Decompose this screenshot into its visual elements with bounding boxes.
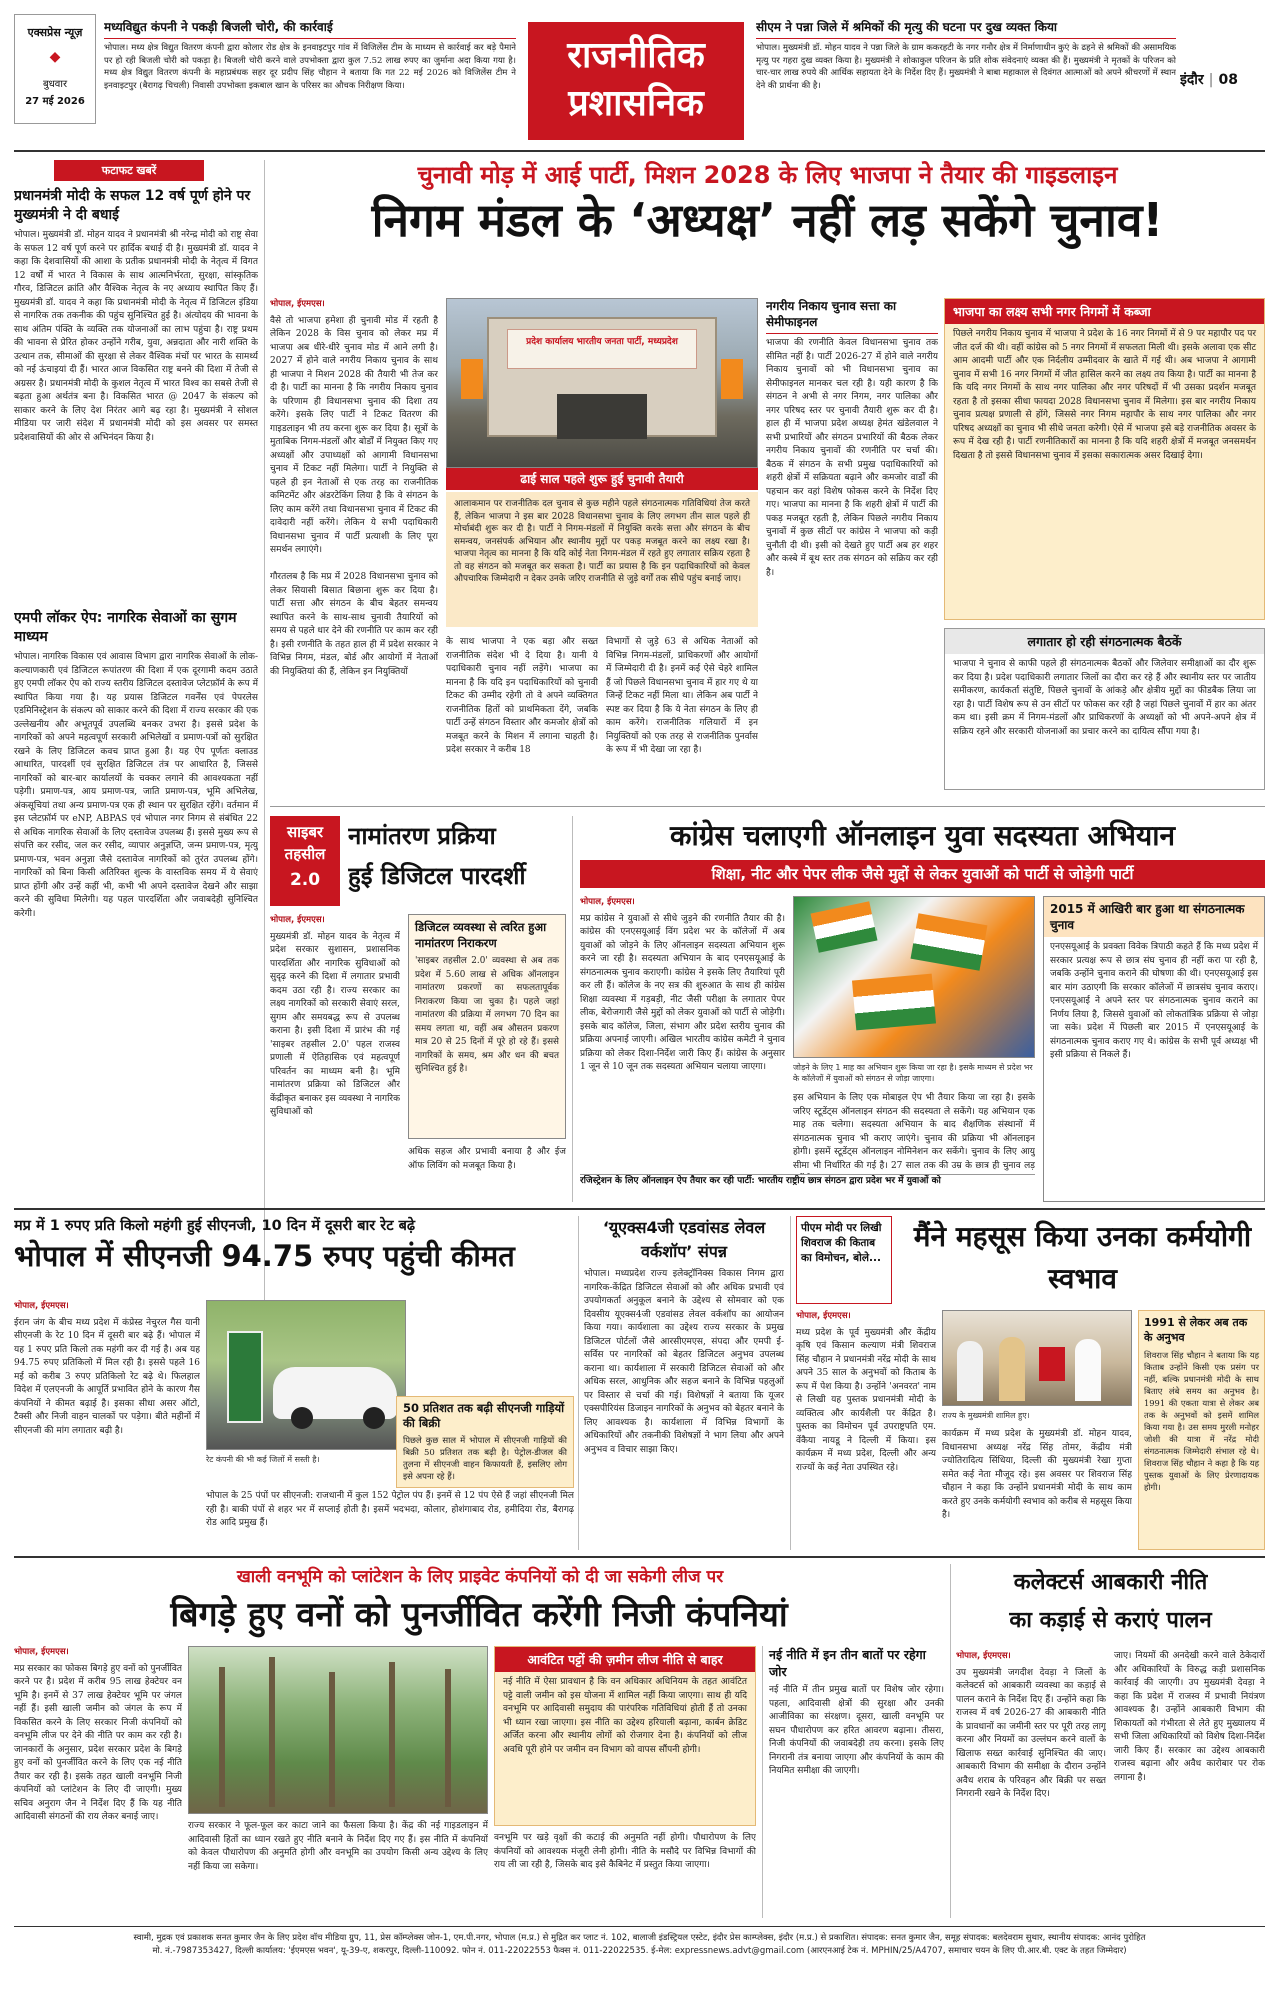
imprint bbox=[14, 1932, 1265, 1972]
book-box-text: शिवराज सिंह चौहान ने बताया कि यह किताब उन्होंने किसी एक प्रसंग पर नहीं, बल्कि प्रधानमंत्री मोदी के साथ बिताए लंबे समय का अनुभव है। 1991 की एकता यात्रा से लेकर अब तक के अनुभवों को इसमें शामिल किया गया है। उस समय मुरली मनोहर जोशी की यात्रा में नरेंद्र मोदी संगठनात्मक जिम्मेदारी संभाल रहे थे। शिवराज सिंह चौहान ने कहा है कि यह पुस्तक युवाओं के लिए प्रेरणादायक होगी। bbox=[1144, 1350, 1259, 1492]
page-number: 08 bbox=[1218, 72, 1239, 88]
cyber-badge-line3: 2.0 bbox=[289, 870, 321, 890]
lotus-flag-icon bbox=[721, 359, 743, 399]
person-shape bbox=[999, 1337, 1025, 1401]
congress-col2 bbox=[793, 1092, 1035, 1174]
flag-shape bbox=[852, 974, 936, 1031]
excise-col1 bbox=[956, 1650, 1106, 1918]
cng-photo-caption: रेट कंपनी की भी कई जिलों में सस्ती है। bbox=[206, 1455, 320, 1464]
brief-text: भोपाल। मुख्यमंत्री डॉ. मोहन यादव ने पन्ना जिले के ग्राम ककरहटी के नगर गनौर क्षेत्र में निर्माणाधीन कुएं के ढहने से श्रमिकों की असामयिक मृत्यु पर गहरा दुख व्यक्त किया है। मुख्यमंत्री ने शोकाकुल परिजन के प्रति शोक संवेदनाएं व्यक्त की हैं। मुख्यमंत्री ने मृतकों के परिजन को चार-चार लाख रुपये की आर्थिक सहायता देने के निर्देश दिए हैं। मुख्यमंत्री ने बाबा महाकाल से दिवंगत आत्माओं को अपने श्रीचरणों में स्थान देने की प्रार्थना की है। bbox=[756, 43, 1176, 91]
sidebar3-text: भाजपा ने चुनाव से काफी पहले ही संगठनात्मक बैठकों और जिलेवार समीक्षाओं का दौर शुरू कर दिया है। प्रदेश पदाधिकारी लगातार जिलों का दौरा कर रहे हैं और स्थानीय स्तर पर जातीय समीकरण, कार्यकर्ता संतुष्टि, पिछले चुनावों के आंकड़े और क्षेत्रीय मुद्दों का फीडबैक लिया जा रहा है। पार्टी विशेष रूप से उन सीटों पर फोकस कर रही है जहां पिछले चुनावों में हार का अंतर कम था। इसी क्रम में निगम-मंडलों और प्राधिकरणों के अध्यक्षों को भी अपने-अपने क्षेत्र में सक्रिय रहने और सरकारी योजनाओं का प्रचार करने का दायित्व सौंपा गया है। bbox=[953, 659, 1256, 737]
cyber-badge-line2: तहसील bbox=[284, 845, 326, 863]
lead-photo-caption-text: ढाई साल पहले शुरू हुई चुनावी तैयारी bbox=[520, 472, 684, 486]
tree-shape bbox=[269, 1657, 275, 1807]
book-headline: मैंने महसूस किया उनका कर्मयोगी स्वभाव bbox=[913, 1220, 1252, 1295]
cyber-headline-line1: नामांतरण प्रक्रिया bbox=[348, 822, 496, 850]
sidebar2-headline: भाजपा का लक्ष्य सभी नगर निगमों में कब्जा bbox=[945, 299, 1264, 324]
imprint-divider bbox=[14, 1926, 1265, 1927]
book-col1-text: मध्य प्रदेश के पूर्व मुख्यमंत्री और केंद्रीय कृषि एवं किसान कल्याण मंत्री शिवराज सिंह चौहान ने प्रधानमंत्री नरेंद्र मोदी के साथ अपने 35 साल के अनुभवों को किताब के रूप में पेश किया है। उन्होंने 'अनवरत' नाम से लिखी यह पुस्तक प्रधानमंत्री मोदी के व्यक्तित्व और कार्यशैली पर केंद्रित है। पुस्तक का विमोचन पूर्व उपराष्ट्रपति एम. वेंकैया नायडू ने दिल्ली में किया। इस कार्यक्रम में मध्य प्रदेश, दिल्ली और अन्य राज्यों के कई नेता उपस्थित रहे। bbox=[796, 1327, 936, 1473]
forest-kicker-bar bbox=[40, 1564, 920, 1590]
congress-photo-caption: जोड़ने के लिए 1 माह का अभियान शुरू किया जा रहा है। इसके माध्यम से प्रदेश भर के कॉलेजों में युवाओं को संगठन से जोड़ा जाएगा। bbox=[793, 1063, 1033, 1083]
city-name: इंदौर bbox=[1180, 72, 1204, 88]
lead-dateline: भोपाल, ईएमएस। bbox=[270, 299, 325, 309]
sidebar1-headline: नगरीय निकाय चुनाव सत्ता का सेमीफाइनल bbox=[766, 298, 938, 334]
cng-car-photo bbox=[206, 1300, 406, 1450]
cyber-badge-line1: साइबर bbox=[286, 823, 324, 841]
excise-headline-line2: का कड़ाई से कराएं पालन bbox=[1009, 1608, 1212, 1633]
car-wheel-shape bbox=[363, 1407, 385, 1429]
issue-day: बुधवार bbox=[42, 79, 68, 90]
forest-headline: बिगड़े हुए वनों को पुनर्जीवित करेंगी निजी कंपनियां bbox=[170, 1595, 788, 1635]
book-launch-photo bbox=[942, 1310, 1132, 1406]
section-title-line1: राजनीतिक bbox=[567, 35, 705, 76]
cyber-col3-text: अधिक सहज और प्रभावी बनाया है और ईज ऑफ लिविंग को मजबूत किया है। bbox=[408, 1147, 566, 1171]
excise-col2-text: जाए। नियमों की अनदेखी करने वाले ठेकेदारों और अधिकारियों के विरुद्ध कड़ी प्रशासनिक कार्रवाई की जाएगी। उप मुख्यमंत्री देवड़ा ने कहा कि प्रदेश में राजस्व में प्रभावी नियंत्रण आवश्यक है। उन्होंने आबकारी विभाग की शिकायतों को गंभीरता से लेते हुए मुख्यालय में सभी जिला अधिकारियों को विशेष दिशा-निर्देश जारी किए हैं। सरकार का उद्देश्य आबकारी राजस्व बढ़ाना और अवैध कारोबार पर रोक लगाना है। bbox=[1114, 1651, 1265, 1783]
cyber-col3 bbox=[408, 1146, 566, 1202]
masthead bbox=[0, 0, 1279, 165]
section-banner bbox=[528, 22, 744, 140]
brand-name: एक्सप्रेस न्यूज़ bbox=[27, 26, 83, 39]
lead-col3 bbox=[606, 636, 758, 788]
cyber-col1 bbox=[270, 914, 400, 1202]
cyber-dateline: भोपाल, ईएमएस। bbox=[270, 915, 325, 925]
lead-col2 bbox=[446, 636, 598, 788]
lead-photo-caption bbox=[446, 468, 758, 490]
forest-col1-text: मप्र सरकार का फोकस बिगड़े हुए वनों को पुनर्जीवित करने पर है। प्रदेश में करीब 95 लाख हेक्टेयर वन भूमि है। इनमें से 37 लाख हेक्टेयर भूमि पर जंगल नहीं हैं। इसी खाली जमीन को जंगल के रूप में विकसित करने के लिए सरकार निजी कंपनियों को वनभूमि लीज पर देने की नीति पर काम कर रही है। जानकारों के अनुसार, प्रदेश सरकार प्रदेश के बिगड़े हुए वनों को पुनर्जीवित करने के लिए एक नई नीति तैयार कर रही है। इसके तहत खाली वनभूमि निजी कंपनियों को प्लांटेशन के लिए दी जाएगी। मुख्य सचिव अनुराग जैन ने निर्देश दिए हैं कि यह नीति आदिवासी संगठनों की राय लेकर बनाई जाए। bbox=[14, 1663, 182, 1822]
lotus-flag-icon bbox=[461, 359, 483, 399]
excise-col1-text: उप मुख्यमंत्री जगदीश देवड़ा ने जिलों के कलेक्टर्स को आबकारी व्यवस्था का कड़ाई से पालन कराने के निर्देश दिए हैं। उन्होंने कहा कि राजस्व में वर्ष 2026-27 की आबकारी नीति के प्रावधानों का जमीनी स्तर पर पूरी तरह लागू करना और नियमों का उल्लंघन करने वालों के खिलाफ सख्त कार्रवाई सुनिश्चित की जाए। आबकारी विभाग की समीक्षा के दौरान उन्होंने अवैध शराब के परिवहन और बिक्री पर सख्त निगरानी रखने के निर्देश दिए। bbox=[956, 1667, 1106, 1799]
imprint-line2: मो. नं.-7987353427, दिल्ली कार्यालय: 'ईएमएस भवन', यू-39-ए, शकरपुर, दिल्ली-110092. फोन नं. 011-22022553 फैक्स नं. 011-22022535. ई-मेल: expressnews.advt@gmail.com (आरएनआई टेक नं. MPHIN/25/A4707, समाचार चयन के लिए पी.आर.बी. एक्ट के तहत जिम्मेदार) bbox=[152, 1946, 1127, 1956]
issue-date: 27 मई 2026 bbox=[25, 96, 85, 107]
tree-shape bbox=[445, 1669, 451, 1807]
section-title-line2: प्रशासनिक bbox=[568, 83, 704, 124]
brand-logo-icon: ◆ bbox=[49, 49, 61, 65]
book-tag-headline: पीएम मोदी पर लिखी शिवराज की किताब का विमोचन, बोले... bbox=[801, 1222, 882, 1264]
forest-side-text: नई नीति में तीन प्रमुख बातों पर विशेष जोर रहेगा। पहला, आदिवासी क्षेत्रों की सुरक्षा और उनकी आजीविका का संरक्षण। दूसरा, खाली वनभूमि पर सघन पौधारोपण कर हरित आवरण बढ़ाना। तीसरा, निजी कंपनियों की जवाबदेही तय करना। इसके लिए निगरानी तंत्र बनाया जाएगा और कंपनियों के काम की नियमित समीक्षा की जाएगी। bbox=[769, 1685, 944, 1776]
forest-kicker: खाली वनभूमि को प्लांटेशन के लिए प्राइवेट कंपनियों को दी जा सकेगी लीज पर bbox=[236, 1567, 724, 1587]
lead-col3-text: विभागों से जुड़े 63 से अधिक नेताओं को विभिन्न निगम-मंडलों, प्राधिकरणों और आयोगों में जिम्मेदारी दी है। इनमें कई ऐसे चेहरे शामिल हैं जो पिछले विधानसभा चुनाव में हार गए थे या जिन्हें टिकट नहीं मिला था। लेकिन अब पार्टी ने स्पष्ट कर दिया है कि ये नेता संगठन के लिए ही काम करेंगे। राजनीतिक गलियारों में इन नियुक्तियों को एक तरह से राजनीतिक पुनर्वास के रूप में भी देखा जा रहा है। bbox=[606, 637, 758, 755]
cng-headline: भोपाल में सीएनजी 94.75 रुपए पहुंची कीमत bbox=[14, 1239, 515, 1273]
book-col2-text: कार्यक्रम में मध्य प्रदेश के मुख्यमंत्री डॉ. मोहन यादव, विधानसभा अध्यक्ष नरेंद्र सिंह तोमर, केंद्रीय मंत्री ज्योतिरादित्य सिंधिया, दिल्ली की मुख्यमंत्री रेखा गुप्ता समेत कई नेता मौजूद रहे। इस अवसर पर शिवराज सिंह चौहान ने कहा कि उन्होंने प्रधानमंत्री मोदी के साथ काम करते हुए उनके कर्मयोगी स्वभाव को करीब से महसूस किया है। bbox=[942, 1429, 1132, 1520]
congress-strip bbox=[580, 1174, 1035, 1202]
cyber-headline bbox=[348, 816, 566, 906]
book-box-headline: 1991 से लेकर अब तक के अनुभव bbox=[1144, 1316, 1248, 1344]
fatafat-item2-text: भोपाल। नागरिक विकास एवं आवास विभाग द्वारा नागरिक सेवाओं के लोक-कल्याणकारी एवं डिजिटल रूपांतरण की दिशा में एक दूरगामी कदम उठाते हुए एमपी लॉकर ऐप को राज्य स्तरीय डिजिटल दस्तावेज प्लेटफ़ॉर्म के रूप में स्थापित किया गया है। यह प्रयास डिजिटल गवर्नेंस एवं पेपरलेस एडमिनिस्ट्रेशन के संकल्प को साकार करने की दिशा में राज्य सरकार की एक उल्लेखनीय और अभूतपूर्व उपलब्धि बनकर उभरा है। इससे प्रदेश के नागरिकों को अपने महत्वपूर्ण सरकारी अभिलेखों व प्रमाण-पत्रों को सुरक्षित रखने के लिए डिजिटल कवच प्राप्त हुआ है। यह ऐप पूर्णतः क्लाउड आधारित, पारदर्शी एवं सुरक्षित डिजिटल तंत्र पर आधारित है, जिससे नागरिकों को बार-बार कार्यालयों के चक्कर लगाने की आवश्यकता नहीं पड़ेगी। प्रमाण-पत्र, आय प्रमाण-पत्र, जाति प्रमाण-पत्र, भूमि अभिलेख, अंकसूचियां तथा अन्य प्रमाण-पत्र एक ही स्थान पर सुरक्षित रहेंगे। वर्तमान में इस प्लेटफ़ॉर्म पर eNP, ABPAS एवं भोपाल नगर निगम से संबंधित 22 से अधिक नागरिक सेवाओं के लिए दस्तावेज उपलब्ध हैं। इससे मुख्य रूप से संपत्ति कर रसीद, जल कर रसीद, व्यापार अनुज्ञप्ति, जन्म प्रमाण-पत्र, मृत्यु प्रमाण-पत्र, भवन अनुज्ञा जैसे दस्तावेज नागरिकों को तुरंत उपलब्ध होंगे। नागरिकों को बिना किसी अतिरिक्त शुल्क के वास्तविक समय में ये सेवाएं प्राप्त होंगी और उन्हें कहीं भी, कभी भी अपने दस्तावेज देखने और साझा करने की सुविधा मिलेगी। यह पहल पारदर्शिता और जवाबदेही सुनिश्चित करेगी। bbox=[14, 652, 258, 919]
congress-box-headline: 2015 में आखिरी बार हुआ था संगठनात्मक चुनाव bbox=[1044, 897, 1264, 937]
forest-col2 bbox=[188, 1820, 488, 1918]
fatafat-item1-headline: प्रधानमंत्री मोदी के सफल 12 वर्ष पूर्ण होने पर मुख्यमंत्री ने दी बधाई bbox=[14, 188, 251, 223]
fatafat-item1-text: भोपाल। मुख्यमंत्री डॉ. मोहन यादव ने प्रधानमंत्री श्री नरेन्द्र मोदी को राष्ट्र सेवा के सफल 12 वर्ष पूर्ण करने पर हार्दिक बधाई दी है। मुख्यमंत्री डॉ. यादव ने कहा कि देशवासियों की आशा के प्रतीक प्रधानमंत्री मोदी के नेतृत्व में विगत 12 वर्षों में भारत ने विकास के साथ आत्मनिर्भरता, सुरक्षा, सांस्कृतिक गौरव, डिजिटल क्रांति और वैश्विक नेतृत्व के नए अध्याय स्थापित किए हैं। मुख्यमंत्री डॉ. यादव ने कहा कि प्रधानमंत्री मोदी के नेतृत्व में डिजिटल इंडिया से नागरिक तक तकनीक की पहुंच सुनिश्चित हुई है। अंत्योदय की भावना के साथ अंतिम पंक्ति के व्यक्ति तक योजनाओं का लाभ पहुंचा है। राष्ट्र प्रथम की भावना से प्रेरित होकर उन्होंने गरीब, युवा, अन्नदाता और नारी शक्ति के उत्थान तक, सीमाओं की सुरक्षा से लेकर वैश्विक मंचों पर भारत के सामर्थ्य को नई ऊंचाइयां दी हैं। भारत आज विकसित राष्ट्र बनने की दिशा में तेजी से अग्रसर है। प्रधानमंत्री मोदी के कुशल नेतृत्व में भारत विश्व का सबसे तेजी से बढ़ता हुआ अर्थतंत्र बना है। विकसित भारत @ 2047 के संकल्प को साकार करने के लिए देश निरंतर आगे बढ़ रहा है। मुख्यमंत्री ने सोशल मीडिया पर जारी संदेश में प्रधानमंत्री मोदी को इस अवसर पर समस्त प्रदेशवासियों की ओर से अभिनंदन किया है। bbox=[14, 230, 258, 443]
cng-col2-text: भोपाल के 25 पंपों पर सीएनजी: राजधानी में कुल 152 पेट्रोल पंप हैं। इनमें से 12 पंप ऐसे हैं जहां सीएनजी मिल रही है। बाकी पंपों से शहर भर में सप्लाई होती है। इसमें भदभदा, कोलार, होशंगाबाद रोड, हमीदिया रोड, बैरागढ़ रोड आदि प्रमुख हैं। bbox=[206, 1491, 574, 1528]
cng-dateline: भोपाल, ईएमएस। bbox=[14, 1301, 69, 1311]
lead-col1-text: वैसे तो भाजपा हमेशा ही चुनावी मोड में रहती है लेकिन 2028 के विस चुनाव को लेकर मप्र में भाजपा अब धीरे-धीरे चुनाव मोड में आने लगी है। 2027 में होने वाले नगरीय निकाय चुनाव के साथ ही भाजपा ने मिशन 2028 की तैयारी भी तेज कर दी है। पार्टी का मानना है कि नगरीय निकाय चुनाव के परिणाम ही विधानसभा चुनाव की दिशा तय करेंगे। इसके लिए पार्टी ने टिकट वितरण की गाइडलाइन भी तय करना शुरू कर दिया है। सूत्रों के मुताबिक निगम-मंडलों और बोर्डों में नियुक्त किए गए अध्यक्षों और उपाध्यक्षों को आगामी विधानसभा चुनाव में टिकट नहीं मिलेगा। पार्टी ने नियुक्ति से पहले ही इन नेताओं से एक तरह का राजनीतिक कमिटमेंट और अंडरटेकिंग लिया है कि वे संगठन के लिए काम करेंगे तथा विधानसभा चुनाव में टिकट की दावेदारी नहीं करेंगे। लेकिन ये सभी पदाधिकारी विधानसभा चुनाव में पार्टी प्रत्याशी के लिए पूरा समर्थन लगाएंगे। गौरतलब है कि मप्र में 2028 विधानसभा चुनाव को लेकर सियासी बिसात बिछाना शुरू कर दिया है। पार्टी सत्ता और संगठन के बीच बेहतर समन्वय स्थापित करने के साथ-साथ चुनावी तैयारियों को समय से पहले धार देने की रणनीति पर काम कर रही है। इसी रणनीति के तहत हाल ही में प्रदेश सरकार ने विभिन्न निगम, मंडल, बोर्ड और आयोगों में नेताओं की नियुक्तियां की हैं, लेकिन इन नियुक्तियों bbox=[270, 315, 438, 677]
flag-shape bbox=[911, 913, 988, 970]
cng-story bbox=[14, 1216, 574, 1296]
office-sign: प्रदेश कार्यालय भारतीय जनता पार्टी, मध्यप्रदेश bbox=[507, 329, 697, 369]
forest-box-headline: आवंटित पट्टों की ज़मीन लीज नीति से बाहर bbox=[495, 1647, 755, 1672]
excise-headline-line1: कलेक्टर्स आबकारी नीति bbox=[1013, 1570, 1208, 1595]
bjp-office-photo bbox=[446, 298, 758, 468]
forest-col2-text: राज्य सरकार ने फूल-फूल कर काटा जाने का फैसला किया है। केंद्र की नई गाइडलाइन में आदिवासी हितों का ध्यान रखते हुए नीति बनाने के निर्देश दिए गए हैं। इस नीति में कंपनियों को केवल पौधारोपण की अनुमति होगी और वनभूमि का उपयोग किसी अन्य उद्देश्य के लिए नहीं किया जा सकेगा। bbox=[188, 1821, 488, 1872]
excise-headline bbox=[956, 1564, 1265, 1644]
sidebar2-text: पिछले नगरीय निकाय चुनाव में भाजपा ने प्रदेश के 16 नगर निगमों में से 9 पर महापौर पद पर जीत दर्ज की थी। वहीं कांग्रेस को 5 नगर निगमों में सफलता मिली थी। इसके अलावा एक सीट आम आदमी पार्टी और एक निर्दलीय उम्मीदवार के खाते में गई थी। अब भाजपा ने आगामी चुनाव में सभी 16 नगर निगमों में जीत हासिल करने का लक्ष्य तय किया है। पार्टी का मानना है कि यदि नगर निगमों के साथ नगर पालिका और नगर परिषदों में भी उसका प्रदर्शन मजबूत रहता है तो इसका सीधा फायदा 2028 विधानसभा चुनाव में मिलेगा। इस बार नगरीय निकाय चुनाव प्रत्यक्ष प्रणाली से होंगे, जिससे नगर निगम महापौर के साथ नगर पालिका और नगर परिषद अध्यक्षों का चुनाव भी सीधे जनता करेगी। ऐसे में भाजपा इसे बड़े राजनीतिक अवसर के रूप में देख रही है। पार्टी रणनीतिकारों का मानना है कि यदि शहरी क्षेत्रों में मजबूत जनसमर्थन दिखता है तो इससे विधानसभा चुनाव में इसका सकारात्मक असर दिखाई देगा। bbox=[953, 329, 1256, 461]
workshop-text: भोपाल। मध्यप्रदेश राज्य इलेक्ट्रॉनिक्स विकास निगम द्वारा नागरिक-केंद्रित डिजिटल सेवाओं को और अधिक प्रभावी एवं उपयोगकर्ता अनुकूल बनाने के उद्देश्य से सोमवार को एक दिवसीय यूएक्स4जी एडवांसड लेवल वर्कशॉप का आयोजन किया गया। कार्यशाला का उद्देश्य राज्य सरकार के प्रमुख डिजिटल पोर्टलों जैसे आरसीएमएस, संपदा और एमपी ई-सर्विस पर नागरिकों को बेहतर डिजिटल अनुभव उपलब्ध कराना था। कार्यशाला में सरकारी डिजिटल सेवाओं को और अधिक सरल, आधुनिक और सहज बनाने के विभिन्न पहलुओं पर विस्तार से चर्चा की गई। विशेषज्ञों ने बताया कि यूजर एक्सपीरियंस डिजाइन नागरिकों के अनुभव को बेहतर बनाने के लिए आवश्यक है। कार्यशाला में विभिन्न विभागों के अधिकारियों और तकनीकी विशेषज्ञों ने भाग लिया और अपने अनुभव व विचार साझा किए। bbox=[584, 1269, 784, 1455]
cyber-box-text: 'साइबर तहसील 2.0' व्यवस्था से अब तक प्रदेश में 5.60 लाख से अधिक ऑनलाइन नामांतरण प्रकरणों का सफलतापूर्वक निराकरण किया जा चुका है। पहले जहां नामांतरण की प्रक्रिया में लगभग 70 दिन का समय लगता था, वहीं अब औसतन प्रकरण मात्र 20 से 25 दिनों में पूरे हो रहे हैं। इससे नागरिकों के समय, श्रम और धन की बचत सुनिश्चित हुई है। bbox=[415, 956, 559, 1074]
fatafat-item2-headline: एमपी लॉकर ऐप: नागरिक सेवाओं का सुगम माध्यम bbox=[14, 610, 237, 645]
person-shape bbox=[1075, 1339, 1101, 1401]
cng-pump-shape bbox=[227, 1331, 263, 1423]
column-divider bbox=[578, 1216, 579, 1550]
lead-sidebar1 bbox=[766, 298, 938, 790]
book-dateline: भोपाल, ईएमएस। bbox=[796, 1311, 851, 1321]
tree-shape bbox=[219, 1667, 225, 1807]
masthead-divider bbox=[14, 150, 1265, 152]
lead-callout bbox=[446, 492, 758, 627]
book-cover-shape bbox=[1039, 1347, 1065, 1381]
forest-col3-text: वनभूमि पर खड़े वृक्षों की कटाई की अनुमति नहीं होगी। पौधारोपण के लिए कंपनियों को आवश्यक मंजूरी लेनी होगी। नीति के मसौदे पर विभिन्न विभागों की राय ली जा रही है, जिसके बाद इसे कैबिनेट में प्रस्तुत किया जाएगा। bbox=[494, 1833, 756, 1870]
lead-col1 bbox=[270, 298, 438, 790]
cng-kicker: मप्र में 1 रुपए प्रति किलो महंगी हुई सीएनजी, 10 दिन में दूसरी बार रेट बढ़े bbox=[14, 1218, 416, 1234]
cng-box-text: पिछले कुछ साल में भोपाल में सीएनजी गाड़ियों की बिक्री 50 प्रतिशत तक बढ़ी है। पेट्रोल-डीजल की तुलना में सीएनजी वाहन किफायती हैं, इसलिए लोग इसे अपना रहे हैं। bbox=[403, 1436, 567, 1482]
brief-headline: मध्यविद्युत कंपनी ने पकड़ी बिजली चोरी, की कार्रवाई bbox=[104, 18, 516, 39]
forest-photo bbox=[188, 1646, 488, 1814]
section-divider bbox=[14, 1208, 1265, 1210]
column-divider bbox=[790, 1216, 791, 1550]
book-col2 bbox=[942, 1428, 1132, 1550]
flag-shape bbox=[810, 901, 877, 953]
forest-side bbox=[762, 1646, 944, 1918]
section-divider bbox=[270, 806, 1265, 807]
congress-dateline: भोपाल, ईएमएस। bbox=[580, 897, 635, 907]
congress-rally-photo bbox=[793, 896, 1035, 1058]
cyber-box bbox=[408, 914, 566, 1139]
sidebar1-text: भाजपा की रणनीति केवल विधानसभा चुनाव तक सीमित नहीं है। पार्टी 2026-27 में होने वाले नगरीय निकाय चुनावों को भी विधानसभा चुनाव का सेमीफाइनल मानकर चल रही है। यही कारण है कि संगठन ने अभी से नगर निगम, नगर पालिका और नगर परिषद स्तर पर चुनावी तैयारी शुरू कर दी है। हाल ही में भाजपा प्रदेश अध्यक्ष हेमंत खंडेलवाल ने सभी प्रभारियों और संगठन प्रभारियों की बैठक लेकर नगरीय निकाय चुनावों की रणनीति पर चर्चा की। बैठक में संगठन के सभी प्रमुख पदाधिकारियों को शहरी क्षेत्रों में सक्रियता बढ़ाने और कमजोर वार्डों की पहचान कर वहां विशेष फोकस करने के निर्देश दिए गए। भाजपा का मानना है कि शहरी क्षेत्रों में पार्टी की पकड़ मजबूत रहती है, लेकिन पिछले नगरीय निकाय चुनावों में कुछ सीटों पर कांग्रेस ने भाजपा को कड़ी चुनौती दी थी। इसी को देखते हुए पार्टी अब हर शहर और कस्बे में बूथ स्तर तक संगठन को सक्रिय कर रही है। bbox=[766, 338, 938, 578]
imprint-line1: स्वामी, मुद्रक एवं प्रकाशक सनत कुमार जैन के लिए प्रदेश वॉच मीडिया ग्रुप, 11, प्रेस कॉम्प्लेक्स जोन-1, एम.पी.नगर, भोपाल (म.प्र.) से मुद्रित कर प्लाट नं. 102, बालाजी इंडस्ट्रियल एस्टेट, इंदौर प्रेस काम्प्लेक्स, इंदौर (म.प्र.) से प्रकाशित। संपादक: सनत कुमार जैन, समूह संपादक: बलदेवराम सुथार, स्थानीय संपादक: आनंद पुरोहित bbox=[133, 1933, 1146, 1943]
workshop-story bbox=[584, 1216, 784, 1550]
excise-dateline: भोपाल, ईएमएस। bbox=[956, 1651, 1011, 1661]
congress-headline: कांग्रेस चलाएगी ऑनलाइन युवा सदस्यता अभियान bbox=[669, 819, 1175, 852]
congress-strip-text: रजिस्ट्रेशन के लिए ऑनलाइन ऐप तैयार कर रही पार्टी: भारतीय राष्ट्रीय छात्र संगठन द्वारा प्रदेश भर में युवाओं को bbox=[580, 1176, 941, 1186]
page-folio: इंदौर | 08 bbox=[1180, 72, 1239, 88]
forest-box bbox=[494, 1646, 756, 1826]
gate-shape bbox=[557, 394, 647, 439]
fatafat-label: फटाफट खबरें bbox=[54, 160, 204, 181]
book-box bbox=[1138, 1310, 1265, 1550]
forest-side-headline: नई नीति में इन तीन बातों पर रहेगा जोर bbox=[769, 1647, 926, 1679]
congress-col1-text: मप्र कांग्रेस ने युवाओं से सीधे जुड़ने की रणनीति तैयार की है। कांग्रेस की एनएसयूआई विंग प्रदेश भर के कॉलेजों में अब युवाओं को जोड़ने के लिए ऑनलाइन सदस्यता अभियान शुरू करने जा रही है। सदस्यता अभियान के बाद एनएसयूआई के संगठनात्मक चुनाव कराएगी। कांग्रेस ने इसके लिए तैयारियां पूरी कर ली हैं। कॉलेज के नए सत्र की शुरुआत के साथ ही कांग्रेस शिक्षा व्यवस्था में गड़बड़ी, नीट जैसी परीक्षा के लगातार पेपर लीक, बेरोजगारी जैसे मुद्दों को लेकर युवाओं को पार्टी से जोड़ेगी। इसके बाद कॉलेज, जिला, संभाग और प्रदेश स्तरीय चुनाव की प्रक्रिया अपनाई जाएगी। अखिल भारतीय कांग्रेस कमेटी ने चुनाव प्रक्रिया को लेकर दिशा-निर्देश जारी किए हैं। कांग्रेस के अनुसार 1 जून से 10 जून तक सदस्यता अभियान चलाया जाएगा। bbox=[580, 913, 785, 1072]
cyber-col1-text: मुख्यमंत्री डॉ. मोहन यादव के नेतृत्व में प्रदेश सरकार सुशासन, प्रशासनिक पारदर्शिता और नागरिक सुविधाओं को सुदृढ़ करने की दिशा में लगातार प्रभावी कदम उठा रही है। राज्य सरकार का लक्ष्य नागरिकों को सरकारी सेवाएं सरल, सुगम और समयबद्ध रूप से उपलब्ध कराना है। इसी दिशा में प्रारंभ की गई 'साइबर तहसील 2.0' पहल राजस्व प्रणाली में ऐतिहासिक एवं महत्वपूर्ण परिवर्तन का माध्यम बनी है। भूमि नामांतरण प्रक्रिया को डिजिटल और केंद्रीकृत बनाकर इस व्यवस्था ने नागरिक सुविधाओं को bbox=[270, 931, 400, 1117]
section-divider bbox=[14, 1556, 1265, 1558]
lead-kicker: चुनावी मोड़ में आई पार्टी, मिशन 2028 के लिए भाजपा ने तैयार की गाइडलाइन bbox=[417, 161, 1118, 189]
cng-col1-text: ईरान जंग के बीच मध्य प्रदेश में कंप्रेस्ड नेचुरल गैस यानी सीएनजी के रेट 10 दिन में दूसरी बार बढ़े हैं। भोपाल में यह 1 रुपए प्रति किलो तक महंगी कर दी गई है। अब यह 94.75 रुपए प्रतिकिलो में मिल रही है। इससे पहले 16 मई को करीब 3 रुपए प्रतिकिलो रेट बढ़े थे। फिलहाल विदेश में एलएनजी के आपूर्ति प्रभावित होने के कारण गैस कंपनियों ने कीमत बढ़ाई है। इसका सीधा असर ऑटो, टैक्सी और निजी वाहन चालकों पर पड़ेगा। बीते महीनों में सीएनजी की मांग लगातार बढ़ी है। bbox=[14, 1317, 200, 1436]
lead-callout-text: आलाकमान पर राजनीतिक दल चुनाव से कुछ महीने पहले संगठनात्मक गतिविधियां तेज करते हैं, लेकिन भाजपा ने इस बार 2028 विधानसभा चुनाव के लिए लगभग तीन साल पहले ही मोर्चाबंदी शुरू कर दी है। पार्टी ने निगम-मंडलों में नियुक्ति करके सत्ता और संगठन के बीच समन्वय, जनसंपर्क अभियान और स्थानीय मुद्दों पर पकड़ मजबूत करने का लक्ष्य रखा है। भाजपा नेतृत्व का मानना है कि यदि कोई नेता निगम-मंडल में रहते हुए लगातार सक्रिय रहता है तो वह संगठन को मजबूत कर सकता है। पार्टी का प्रयास है कि इन पदाधिकारियों को केवल औपचारिक जिम्मेदारी न देकर उनके जरिए राजनीति से जुड़े वर्गों तक सीधे पहुंच बनाई जाए। bbox=[454, 499, 750, 584]
forest-dateline: भोपाल, ईएमएस। bbox=[14, 1647, 69, 1657]
top-right-brief bbox=[756, 18, 1176, 128]
forest-col3 bbox=[494, 1832, 756, 1918]
cyber-box-headline: डिजिटल व्यवस्था से त्वरित हुआ नामांतरण निराकरण bbox=[415, 920, 547, 950]
lead-col2-text: के साथ भाजपा ने एक बड़ा और सख्त राजनीतिक संदेश भी दे दिया है। यानी ये पदाधिकारी चुनाव नहीं लड़ेंगे। भाजपा का मानना है कि यदि इन पदाधिकारियों को चुनावी टिकट की उम्मीद रहेगी तो वे अपने व्यक्तिगत राजनीतिक हितों को प्राथमिकता देंगे, जबकि पार्टी उन्हें संगठन विस्तार और कमजोर क्षेत्रों को मजबूत करने के मिशन में लगाना चाहती है। प्रदेश सरकार ने करीब 18 bbox=[446, 637, 598, 755]
cng-col2 bbox=[206, 1490, 574, 1550]
excise-col2 bbox=[1114, 1650, 1265, 1918]
column-divider bbox=[572, 816, 573, 1202]
book-tag bbox=[796, 1216, 892, 1304]
congress-col2-text: इस अभियान के लिए एक मोबाइल ऐप भी तैयार किया जा रहा है। इसके जरिए स्टूडेंट्स ऑनलाइन संगठन की सदस्यता ले सकेंगे। यह अभियान एक माह तक चलेगा। सदस्यता अभियान के बाद शैक्षणिक संस्थानों में संगठनात्मक चुनाव भी कराए जाएंगे। चुनाव की प्रक्रिया भी ऑनलाइन होगी। इसमें स्टूडेंट्स ऑनलाइन नोमिनेशन कर सकेंगे। चुनाव के लिए आयु सीमा भी निर्धारित की गई है। 27 साल तक की उम्र के छात्र ही चुनाव लड़ bbox=[793, 1093, 1035, 1171]
brief-headline: सीएम ने पन्ना जिले में श्रमिकों की मृत्यु की घटना पर दुख व्यक्त किया bbox=[756, 18, 1176, 39]
book-photo-caption: राज्य के मुख्यमंत्री शामिल हुए। bbox=[942, 1411, 1030, 1420]
congress-box bbox=[1043, 896, 1265, 1202]
lead-sidebar3 bbox=[944, 628, 1265, 790]
cng-box-headline: 50 प्रतिशत तक बढ़ी सीएनजी गाड़ियों की बिक्री bbox=[403, 1401, 565, 1430]
cng-box bbox=[396, 1396, 574, 1488]
person-shape bbox=[957, 1341, 983, 1401]
brief-text: भोपाल। मध्य क्षेत्र विद्युत वितरण कंपनी द्वारा कोलार रोड क्षेत्र के इनवाइटपुर गांव में विजिलेंस टीम के माध्यम से कार्रवाई कर बड़े पैमाने पर हो रही बिजली चोरी को पकड़ा है। बिजली चोरी करने वाले उपभोक्ता द्वारा कुल 7.52 लाख रुपए का जुर्माना अदा किया गया है। मध्य क्षेत्र विद्युत वितरण कंपनी के महाप्रबंधक सहर दूर प्रदीप सिंह चौहान ने बताया कि गत 22 मई 2026 को विजिलेंस टीम ने इनवाइटपुर (बैरागढ़ चिचली) निवासी उपभोक्ता इकबाल खान के परिसर का औचक निरीक्षण किया। bbox=[104, 43, 516, 91]
sidebar3-headline: लगातार हो रही संगठनात्मक बैठकें bbox=[945, 629, 1264, 654]
cyber-headline-line2: हुई डिजिटल पारदर्शी bbox=[348, 862, 526, 890]
congress-subhead: शिक्षा, नीट और पेपर लीक जैसे मुद्दों से लेकर युवाओं को पार्टी से जोड़ेगी पार्टी bbox=[580, 860, 1265, 888]
car-wheel-shape bbox=[291, 1407, 313, 1429]
lead-headline: निगम मंडल के ‘अध्यक्ष’ नहीं लड़ सकेंगे चुनाव! bbox=[371, 193, 1164, 247]
forest-col1 bbox=[14, 1646, 182, 1918]
brand-box bbox=[14, 14, 96, 124]
top-left-brief bbox=[104, 18, 516, 138]
cng-col1 bbox=[14, 1300, 200, 1548]
congress-col1 bbox=[580, 896, 785, 1171]
book-col1 bbox=[796, 1310, 936, 1550]
lead-sidebar2 bbox=[944, 298, 1265, 620]
congress-box-text: एनएसयूआई के प्रवक्ता विवेक त्रिपाठी कहते हैं कि मध्य प्रदेश में सरकार प्रत्यक्ष रूप से छात्र संघ चुनाव ही नहीं करा पा रही है, जबकि उन्होंने चुनाव कराने की घोषणा की थी। एनएसयूआई इस बार मांग उठाएगी कि सरकार कॉलेजों में छात्रसंघ चुनाव कराए। एनएसयूआई ने अपने स्तर पर संगठनात्मक चुनाव कराने का निर्णय लिया है, जिससे युवाओं को लोकतांत्रिक प्रक्रिया से जोड़ा जा सके। प्रदेश में पिछली बार 2015 में एनएसयूआई के संगठनात्मक चुनाव कराए गए थे। कांग्रेस के सभी पूर्व अध्यक्ष भी इसी प्रक्रिया से निकले हैं। bbox=[1050, 942, 1258, 1060]
workshop-headline: ‘यूएक्स4जी एडवांसड लेवल वर्कशॉप’ संपन्न bbox=[602, 1218, 766, 1261]
forest-box-text: नई नीति में ऐसा प्रावधान है कि वन अधिकार अधिनियम के तहत आवंटित पट्टे वाली जमीन को इस योजना में शामिल नहीं किया जाएगा। साथ ही यदि वनभूमि पर आदिवासी समुदाय की पारंपरिक गतिविधियां होती हैं तो उनका भी ध्यान रखा जाएगा। इस नीति का उद्देश्य हरियाली बढ़ाना, कार्बन क्रेडिट अर्जित करना और स्थानीय लोगों को रोजगार देना है। कंपनियों को लीज अवधि पूरी होने पर जमीन वन विभाग को वापस सौंपनी होगी। bbox=[503, 1677, 747, 1755]
column-divider bbox=[950, 1564, 951, 1918]
cyber-badge bbox=[270, 816, 340, 906]
tree-shape bbox=[389, 1662, 395, 1807]
tree-shape bbox=[329, 1672, 335, 1807]
